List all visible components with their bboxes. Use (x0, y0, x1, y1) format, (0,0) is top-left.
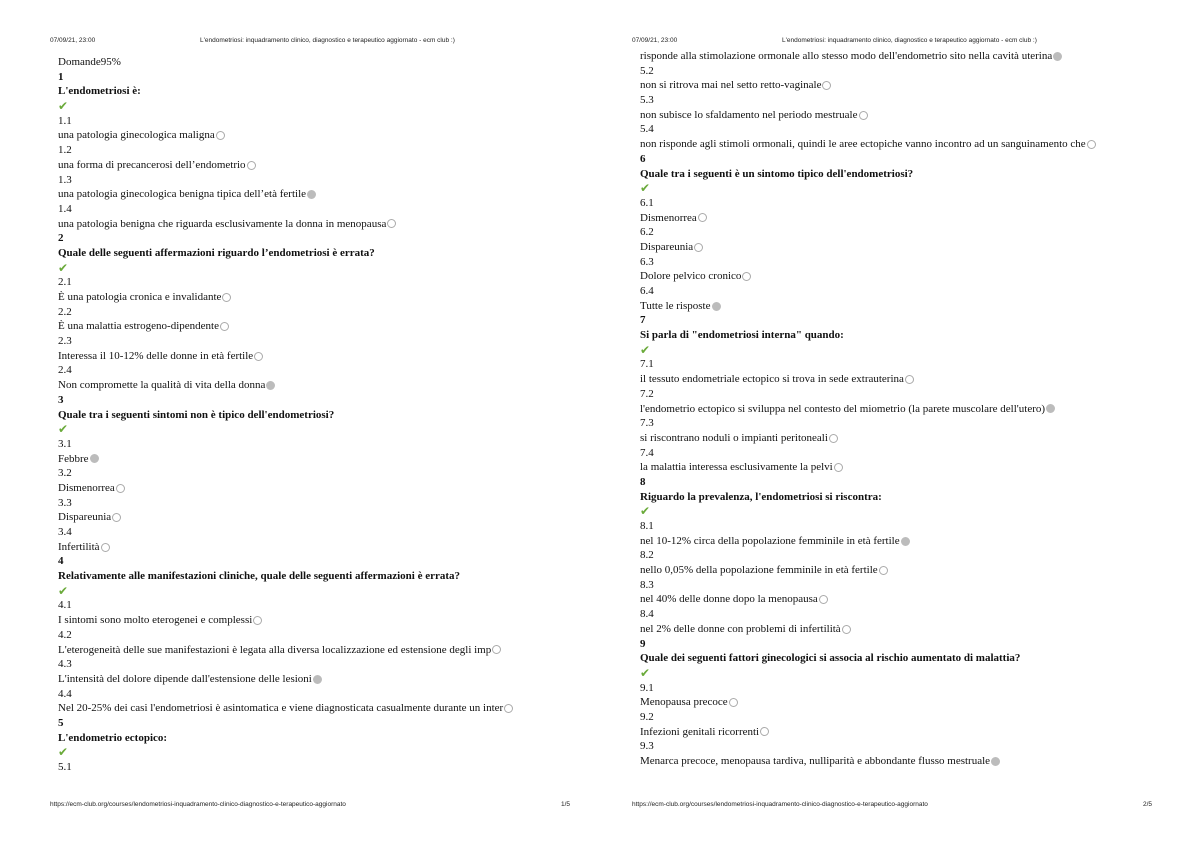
correct-check-icon: ✔ (58, 99, 69, 114)
answer-option-text: I sintomi sono molto eterogenei e complessi (58, 614, 253, 627)
question-text: L'endometrio ectopico: (58, 731, 168, 744)
question-number: 9 (640, 637, 646, 650)
answer-option[interactable] (640, 269, 1200, 284)
option-number: 4.4 (58, 687, 72, 700)
option-number: 5.4 (640, 123, 654, 136)
answer-option-text: Dispareunia (640, 240, 694, 253)
option-number: 6.2 (640, 226, 654, 239)
option-number: 9.2 (640, 710, 654, 723)
pdf-page-1 (50, 0, 610, 848)
question-number: 6 (640, 152, 646, 165)
option-number: 3.3 (58, 496, 72, 509)
answer-option[interactable] (640, 240, 1200, 255)
option-number: 8.2 (640, 549, 654, 562)
answer-option[interactable] (640, 563, 1200, 578)
radio-empty-icon[interactable] (1087, 140, 1096, 149)
radio-empty-icon[interactable] (842, 625, 851, 634)
option-number: 5.3 (640, 94, 654, 107)
footer-url[interactable]: https://ecm-club.org/courses/lendometriosi-inquadramento-clinico-diagnostico-e-terapeutico-aggiornato (632, 801, 928, 808)
option-number: 8.4 (640, 608, 654, 621)
option-number: 1.2 (58, 144, 72, 157)
radio-selected-icon[interactable] (1046, 404, 1055, 413)
radio-empty-icon[interactable] (742, 272, 751, 281)
answer-option-text: L'intensità del dolore dipende dall'estensione delle lesioni (58, 672, 312, 685)
answer-option-text: Non compromette la qualità di vita della donna (58, 379, 266, 392)
radio-empty-icon[interactable] (504, 704, 513, 713)
answer-option-text: la malattia interessa esclusivamente la pelvi (640, 461, 833, 474)
option-number: 6.4 (640, 285, 654, 297)
answer-option[interactable] (640, 622, 1200, 637)
answer-option[interactable] (640, 78, 1200, 93)
question-text: Relativamente alle manifestazioni cliniche, quale delle seguenti affermazioni è errata? (58, 570, 461, 583)
answer-option-text: Infezioni genitali ricorrenti (640, 725, 760, 738)
radio-empty-icon[interactable] (905, 375, 914, 384)
question-number: 5 (58, 716, 64, 729)
answer-option-text: Dolore pelvico cronico (640, 270, 742, 283)
answer-option-text: Menarca precoce, menopausa tardiva, nulliparità e abbondante flusso mestruale (640, 755, 991, 767)
answer-option-text: una patologia benigna che riguarda esclusivamente la donna in menopausa (58, 217, 387, 230)
correct-check-icon: ✔ (58, 260, 69, 275)
option-number: 7.3 (640, 417, 654, 430)
answer-option-text: Tutte le risposte (640, 299, 711, 312)
question-number: 3 (58, 393, 64, 406)
correct-check-icon: ✔ (640, 181, 651, 196)
correct-check-icon: ✔ (640, 342, 651, 357)
answer-option[interactable] (640, 137, 1200, 152)
option-number: 1.4 (58, 202, 72, 215)
answer-option[interactable] (58, 452, 618, 467)
answer-option-text: una patologia ginecologica maligna (58, 129, 215, 142)
question-text: Quale dei seguenti fattori ginecologici si associa al rischio aumentato di malattia? (640, 652, 1021, 665)
question-number: 4 (58, 555, 64, 568)
option-number: 1.1 (58, 114, 72, 127)
header-date: 07/09/21, 23:00 (50, 37, 96, 44)
option-number: 5.1 (58, 761, 72, 773)
radio-empty-icon[interactable] (216, 131, 225, 140)
answer-option-text: Interessa il 10-12% delle donne in età fertile (58, 349, 254, 362)
answer-option[interactable] (58, 672, 618, 687)
option-number: 4.3 (58, 658, 72, 671)
answer-option-text: nel 10-12% circa della popolazione femminile in età fertile (640, 534, 900, 547)
option-number: 3.2 (58, 467, 72, 480)
answer-option-text: non si ritrova mai nel setto retto-vaginale (640, 79, 822, 92)
answer-option-text: Febbre (58, 452, 89, 465)
quiz-content (640, 49, 1200, 769)
option-number: 3.1 (58, 437, 72, 450)
answer-option[interactable] (58, 128, 618, 143)
question-text: Si parla di "endometriosi interna" quando: (640, 329, 844, 342)
header-title: L'endometriosi: inquadramento clinico, diagnostico e terapeutico aggiornato - ecm club :) (782, 37, 1037, 44)
correct-check-icon: ✔ (58, 583, 69, 598)
question-text: Quale tra i seguenti è un sintomo tipico dell'endometriosi? (640, 167, 914, 180)
option-number: 1.3 (58, 173, 72, 186)
answer-option-text: una patologia ginecologica benigna tipica dell’età fertile (58, 188, 307, 201)
correct-check-icon: ✔ (58, 422, 69, 437)
page-number: 2/5 (1142, 801, 1152, 808)
answer-option[interactable] (58, 481, 618, 496)
radio-selected-icon[interactable] (1053, 52, 1062, 61)
radio-empty-icon[interactable] (819, 595, 828, 604)
answer-option[interactable] (58, 540, 618, 555)
correct-check-icon: ✔ (640, 504, 651, 519)
option-number: 6.3 (640, 255, 654, 268)
radio-empty-icon[interactable] (253, 616, 262, 625)
radio-empty-icon[interactable] (698, 213, 707, 222)
page-footer (632, 801, 1152, 811)
option-number: 2.3 (58, 335, 72, 348)
radio-selected-icon[interactable] (901, 537, 910, 546)
answer-option-text: È una patologia cronica e invalidante (58, 291, 222, 303)
answer-option[interactable] (58, 217, 618, 232)
answer-option[interactable] (58, 349, 618, 364)
answer-option-text: il tessuto endometriale ectopico si trova in sede extrauterina (640, 373, 904, 386)
option-number: 2.2 (58, 305, 72, 318)
option-number: 7.1 (640, 358, 654, 371)
answer-option[interactable] (58, 319, 618, 334)
option-number: 8.1 (640, 520, 654, 532)
radio-empty-icon[interactable] (222, 293, 231, 302)
option-number: 3.4 (58, 526, 72, 538)
option-number: 2.1 (58, 276, 72, 289)
question-text: L'endometriosi è: (58, 85, 141, 98)
question-text: Quale tra i seguenti sintomi non è tipico dell'endometriosi? (58, 408, 335, 421)
radio-selected-icon[interactable] (313, 675, 322, 684)
answer-option[interactable] (640, 725, 1200, 740)
answer-option[interactable] (640, 372, 1200, 387)
radio-empty-icon[interactable] (834, 463, 843, 472)
radio-empty-icon[interactable] (729, 698, 738, 707)
radio-empty-icon[interactable] (760, 727, 769, 736)
quiz-content (58, 55, 618, 775)
answer-option-text: nel 2% delle donne con problemi di infertilità (640, 622, 841, 635)
option-number: 4.2 (58, 628, 72, 641)
radio-empty-icon[interactable] (694, 243, 703, 252)
option-number: 7.4 (640, 446, 654, 459)
answer-option-text: È una malattia estrogeno-dipendente (58, 320, 219, 333)
radio-empty-icon[interactable] (879, 566, 888, 575)
correct-check-icon: ✔ (640, 665, 651, 680)
option-number: 4.1 (58, 599, 72, 612)
page-header (632, 37, 1192, 47)
answer-option-text: Dismenorrea (640, 211, 697, 224)
answer-option[interactable] (640, 431, 1200, 446)
page-number: 1/5 (560, 801, 570, 808)
answer-option[interactable] (640, 460, 1200, 475)
radio-selected-icon[interactable] (90, 454, 99, 463)
header-title: L'endometriosi: inquadramento clinico, diagnostico e terapeutico aggiornato - ecm club :) (200, 37, 455, 44)
radio-selected-icon[interactable] (712, 302, 721, 311)
answer-option[interactable] (58, 613, 618, 628)
option-number: 9.1 (640, 681, 654, 694)
header-date: 07/09/21, 23:00 (632, 37, 678, 44)
footer-url[interactable]: https://ecm-club.org/courses/lendometriosi-inquadramento-clinico-diagnostico-e-terapeutico-aggiornato (50, 801, 346, 808)
answer-option-text: Nel 20-25% dei casi l'endometriosi è asintomatica e viene diagnosticata casualmente durante un inter (58, 702, 504, 715)
radio-empty-icon[interactable] (116, 484, 125, 493)
radio-empty-icon[interactable] (859, 111, 868, 120)
answer-option-text: l'endometrio ectopico si sviluppa nel contesto del miometrio (la parete muscolare dell'utero) (640, 402, 1046, 415)
answer-option-text: nello 0,05% della popolazione femminile in età fertile (640, 564, 878, 577)
question-number: 8 (640, 475, 646, 488)
answer-option-text: una forma di precancerosi dell’endometrio (58, 158, 246, 171)
page-footer (50, 801, 570, 811)
answer-option[interactable] (640, 49, 1200, 64)
option-number: 5.2 (640, 64, 654, 77)
option-number: 6.1 (640, 196, 654, 209)
answer-option[interactable] (640, 299, 1200, 314)
option-number: 8.3 (640, 578, 654, 591)
page-header (50, 37, 610, 47)
answer-option[interactable] (640, 211, 1200, 226)
option-number: 7.2 (640, 387, 654, 400)
radio-empty-icon[interactable] (387, 219, 396, 228)
answer-option-text: nel 40% delle donne dopo la menopausa (640, 593, 818, 606)
radio-empty-icon[interactable] (112, 513, 121, 522)
radio-empty-icon[interactable] (492, 645, 501, 654)
answer-option[interactable] (58, 701, 618, 716)
option-number: 9.3 (640, 740, 654, 753)
answer-option-text: non subisce lo sfaldamento nel periodo mestruale (640, 108, 858, 121)
radio-empty-icon[interactable] (822, 81, 831, 90)
answer-option-text: L'eterogeneità delle sue manifestazioni è legata alla diversa localizzazione ed estensione degli imp (58, 643, 492, 656)
radio-selected-icon[interactable] (991, 757, 1000, 766)
answer-option-text: si riscontrano noduli o impianti peritoneali (640, 431, 828, 444)
radio-selected-icon[interactable] (266, 381, 275, 390)
answer-option[interactable] (58, 158, 618, 173)
answer-option-text: non risponde agli stimoli ormonali, quindi le aree ectopiche vanno incontro ad un sanguinamento che (640, 138, 1086, 151)
answer-option[interactable] (58, 510, 618, 525)
answer-option[interactable] (640, 402, 1200, 417)
pdf-page-2 (632, 0, 1192, 848)
answer-option-text: Infertilità (58, 540, 100, 553)
answer-option-text: Dismenorrea (58, 481, 115, 494)
answer-option[interactable] (640, 754, 1200, 769)
answer-option-text: Menopausa precoce (640, 696, 728, 709)
question-number: 7 (640, 314, 646, 327)
question-number: 2 (58, 232, 64, 245)
question-text: Quale delle seguenti affermazioni riguardo l’endometriosi è errata? (58, 246, 375, 259)
radio-empty-icon[interactable] (220, 322, 229, 331)
radio-empty-icon[interactable] (829, 434, 838, 443)
score-label: Domande95% (58, 56, 121, 68)
answer-option[interactable] (58, 378, 618, 393)
radio-empty-icon[interactable] (247, 161, 256, 170)
radio-empty-icon[interactable] (101, 543, 110, 552)
answer-option[interactable] (58, 187, 618, 202)
question-text: Riguardo la prevalenza, l'endometriosi si riscontra: (640, 490, 882, 503)
correct-check-icon: ✔ (58, 745, 69, 760)
radio-empty-icon[interactable] (254, 352, 263, 361)
answer-option[interactable] (640, 108, 1200, 123)
answer-option[interactable] (640, 695, 1200, 710)
answer-option[interactable] (58, 290, 618, 305)
answer-option[interactable] (640, 534, 1200, 549)
answer-option-text: Dispareunia (58, 511, 112, 524)
question-number: 1 (58, 70, 64, 83)
answer-option[interactable] (640, 592, 1200, 607)
option-number: 2.4 (58, 364, 72, 377)
answer-option-text: risponde alla stimolazione ormonale allo stesso modo dell'endometrio sito nella cavità uterina (640, 50, 1053, 62)
radio-selected-icon[interactable] (307, 190, 316, 199)
answer-option[interactable] (58, 643, 618, 658)
